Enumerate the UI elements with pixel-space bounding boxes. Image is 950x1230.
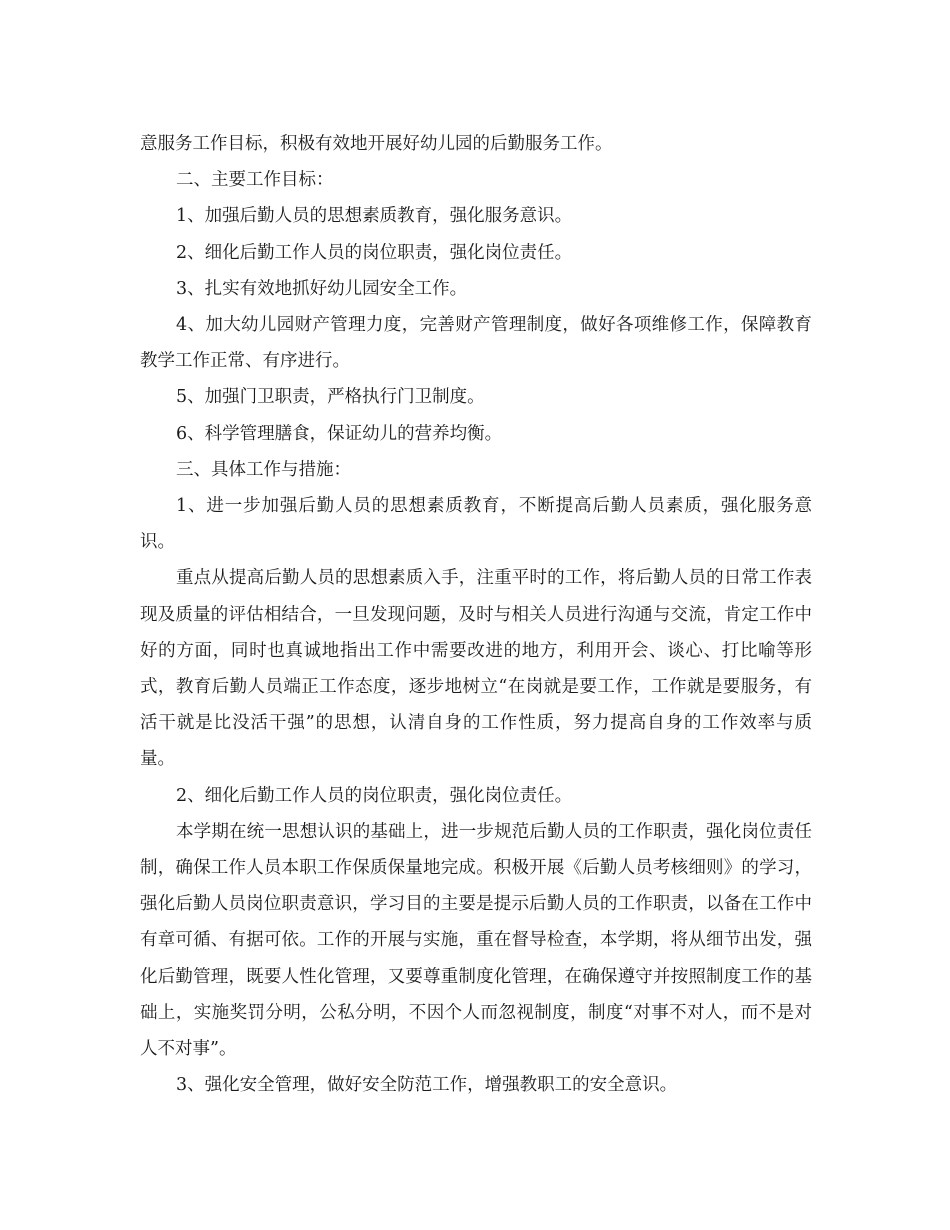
paragraph: 2、细化后勤工作人员的岗位职责，强化岗位责任。 [176,242,573,263]
paragraph: 本学期在统一思想认识的基础上，进一步规范后勤人员的工作职责，强化岗位责任制，确保工作人员本职工作保质保量地完成。积极开展《后勤人员考核细则》的学习，强化后勤人员岗位职责意识，学习目的主要是提示后勤人员的工作职责，以备在工作中有章可循、有据可依。工作的开展与实施，重在督导检查，本学期，将从细节出发，强化后勤管理，既要人性化管理，又要尊重制度化管理，在确保遵守并按照制度工作的基础上，实施奖罚分明，公私分明，不因个人而忽视制度，制度“对事不对人，而不是对人不对事”。 [140,821,812,1060]
paragraph: 三、具体工作与措施： [176,459,351,480]
paragraph: 3、扎实有效地抓好幼儿园安全工作。 [176,278,468,299]
paragraph: 1、进一步加强后勤人员的思想素质教育，不断提高后勤人员素质，强化服务意识。 [140,496,812,553]
paragraph: 重点从提高后勤人员的思想素质入手，注重平时的工作，将后勤人员的日常工作表现及质量的评估相结合，一旦发现问题，及时与相关人员进行沟通与交流，肯定工作中好的方面，同时也真诚地指出工作中需要改进的地方，利用开会、谈心、打比喻等形式，教育后勤人员端正工作态度，逐步地树立“在岗就是要工作，工作就是要服务，有活干就是比没活干强”的思想，认清自身的工作性质，努力提高自身的工作效率与质量。 [140,568,812,770]
paragraph: 意服务工作目标，积极有效地开展好幼儿园的后勤服务工作。 [140,134,613,154]
paragraph: 1、加强后勤人员的思想素质教育，强化服务意识。 [176,206,573,227]
paragraph: 2、细化后勤工作人员的岗位职责，强化岗位责任。 [176,785,573,806]
paragraph: 二、主要工作目标： [176,170,334,191]
paragraph: 5、加强门卫职责，严格执行门卫制度。 [176,387,485,408]
document-body [140,126,812,1103]
paragraph: 6、科学管理膳食，保证幼儿的营养均衡。 [176,423,503,444]
paragraph: 4、加大幼儿园财产管理力度，完善财产管理制度，做好各项维修工作，保障教育教学工作正常、有序进行。 [140,315,812,372]
paragraph: 3、强化安全管理，做好安全防范工作，增强教职工的安全意识。 [176,1075,678,1096]
